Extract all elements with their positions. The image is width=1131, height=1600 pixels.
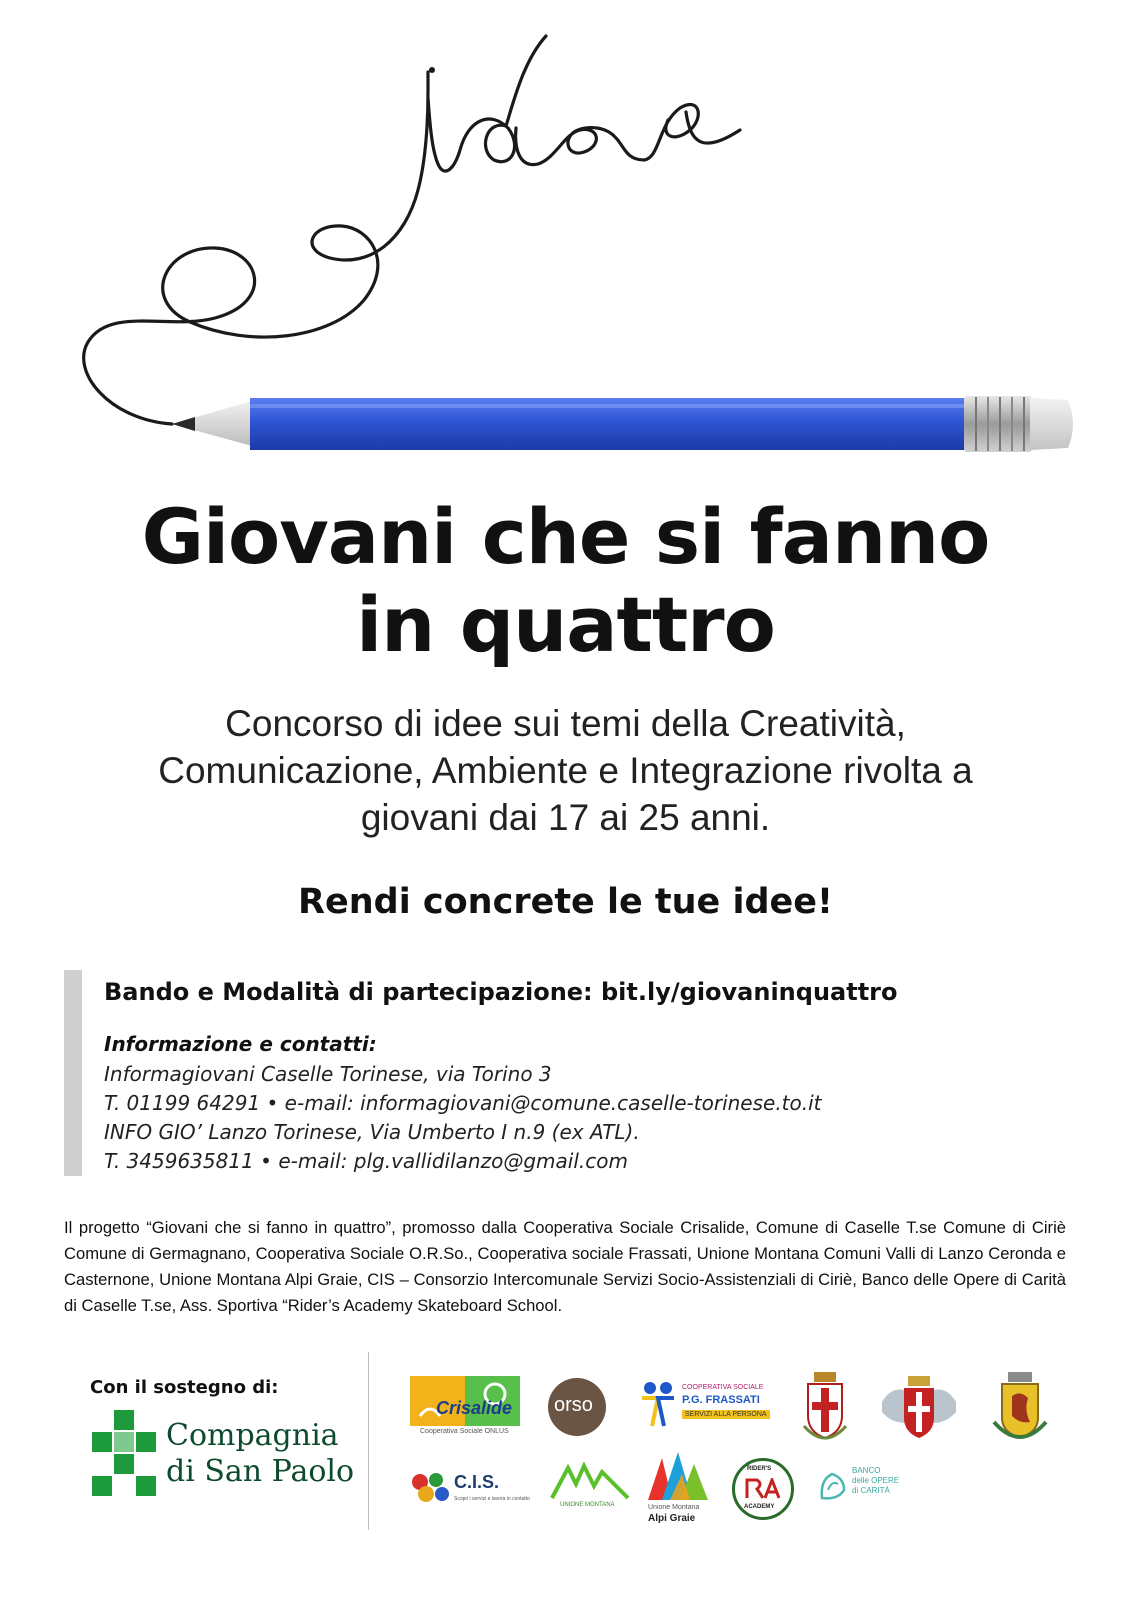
banco-opere-logo [818, 1464, 908, 1508]
info-side-bar [64, 970, 82, 1176]
people-icon [638, 1380, 678, 1430]
pencil-eraser [1030, 398, 1073, 450]
alpi-graie-line-1: Unione Montana [648, 1504, 700, 1511]
project-description: Il progetto “Giovani che si fanno in quattro”, promosso dalla Cooperativa Sociale Crisalide, Comune di Caselle T.se Comune di Ciriè Comune di Germagnano, Cooperativa Sociale O.R.So., Cooperativa sociale Frassati, Unione Montana Comuni Valli di Lanzo Ceronda e Casternone, Unione Montana Alpi Graie, CIS – Consorzio Intercomunale Servizi Socio-Assistenziali di Ciriè, Banco delle Opere di Carità di Caselle T.se, Ass. Sportiva “Rider’s Academy Skateboard School. [64, 1218, 1066, 1315]
puzzle-icon [410, 1472, 452, 1504]
contact-line: Informagiovani Caselle Torinese, via Torino 3 [104, 1062, 552, 1086]
info-block [64, 970, 1064, 1176]
i-dot [429, 67, 435, 73]
frassati-top: COOPERATIVA SOCIALE [682, 1384, 764, 1391]
ra-monogram-icon [745, 1478, 781, 1500]
alpi-graie-line-2: Alpi Graie [648, 1513, 696, 1524]
banco-line-2: delle OPERE [852, 1476, 900, 1485]
vertical-divider [368, 1352, 369, 1530]
title-line-1: Giovani che si fanno [141, 492, 990, 581]
unione-valli-logo [550, 1462, 630, 1510]
subtitle-line-2: Comunicazione, Ambiente e Integrazione rivolta a [158, 750, 973, 791]
eagle-crest-icon [874, 1372, 964, 1444]
subtitle-line-1: Concorso di idee sui temi della Creatività, [225, 703, 906, 744]
crisalide-name: Crisalide [436, 1398, 513, 1418]
cis-name: C.I.S. [454, 1472, 500, 1492]
riders-bottom: ACADEMY [744, 1504, 775, 1510]
orso-logo [548, 1378, 606, 1436]
contact-line: INFO GIO’ Lanzo Torinese, Via Umberto I n.9 (ex ATL). [104, 1120, 640, 1144]
orso-name: orso [554, 1394, 593, 1416]
alps-icon [646, 1450, 710, 1502]
unione-valli-sub: UNIONE MONTANA [560, 1502, 615, 1508]
frassati-name: P.G. FRASSATI [682, 1394, 760, 1406]
riders-academy-logo [732, 1458, 794, 1520]
subtitle [60, 700, 1071, 841]
frassati-band: SERVIZI ALLA PERSONA [682, 1410, 770, 1419]
crest-icon [800, 1370, 850, 1448]
pencil-ferrule [964, 396, 1032, 452]
pencil-lead [172, 417, 195, 431]
main-title [0, 493, 1131, 669]
title-line-2: in quattro [356, 580, 775, 669]
banco-line-1: BANCO [852, 1466, 881, 1475]
sponsor-label: Con il sostegno di: [90, 1377, 279, 1398]
contacts-heading: Informazione e contatti: [104, 1032, 377, 1056]
caselle-crest [800, 1370, 850, 1448]
contact-line: T. 01199 64291 • e-mail: informagiovani@comune.caselle-torinese.to.it [104, 1091, 822, 1115]
contact-line: T. 3459635811 • e-mail: plg.vallidilanzo@gmail.com [104, 1149, 628, 1173]
lion-crest-icon [990, 1370, 1050, 1448]
riders-top: RIDER'S [747, 1466, 772, 1472]
banco-line-3: di CARITÀ [852, 1486, 890, 1495]
cis-sub: Scopri i servizi e lavora in contatto [454, 1496, 530, 1502]
crisalide-logo [410, 1376, 520, 1438]
hands-icon [818, 1468, 848, 1502]
frassati-logo [638, 1380, 770, 1436]
crisalide-sub: Cooperativa Sociale ONLUS [420, 1428, 509, 1435]
cirie-crest [874, 1372, 964, 1444]
hero-illustration [0, 0, 1131, 470]
alpi-graie-logo [646, 1450, 710, 1528]
mountains-icon [550, 1462, 630, 1502]
cis-logo [410, 1470, 530, 1506]
subtitle-line-3: giovani dai 17 ai 25 anni. [360, 797, 771, 838]
sanpaolo-line-1: Compagnia [166, 1418, 339, 1453]
handwriting-line [84, 36, 740, 424]
tagline: Rendi concrete le tue idee! [298, 882, 833, 922]
checker-icon [92, 1410, 158, 1498]
compagnia-san-paolo-logo [92, 1410, 355, 1498]
germagnano-crest [990, 1370, 1050, 1448]
bando-link-text: Bando e Modalità di partecipazione: bit.ly/giovaninquattro [104, 978, 898, 1006]
sanpaolo-line-2: di San Paolo [166, 1454, 355, 1489]
